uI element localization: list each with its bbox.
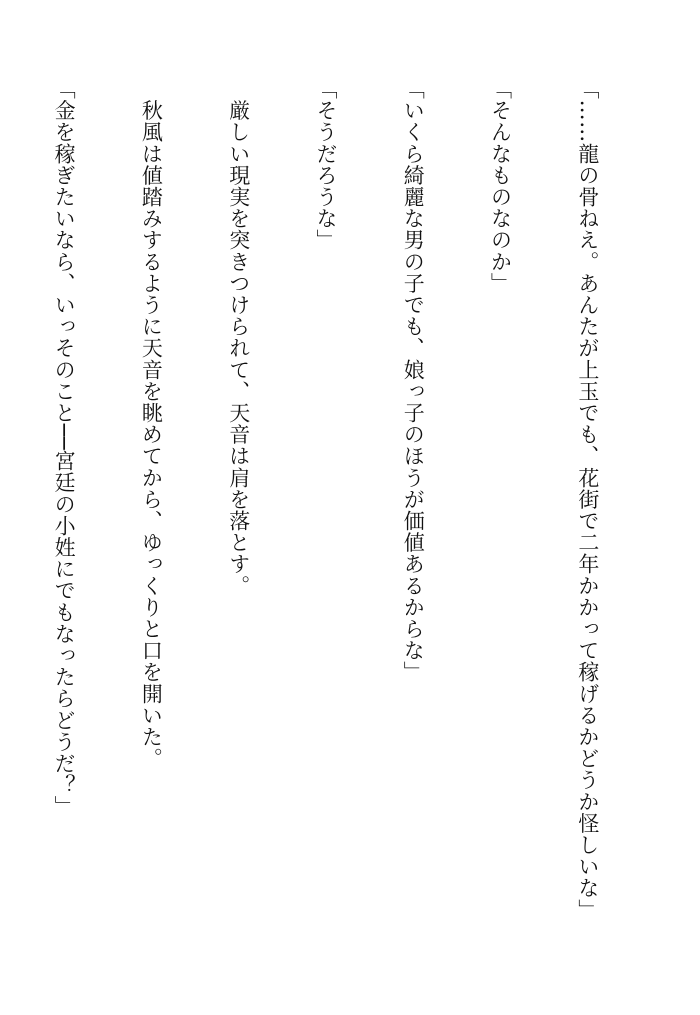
text-line: 「金を稼ぎたいなら、いっそのこと──宮廷の小姓にでもなったらどうだ？」	[52, 78, 77, 818]
text-line: 秋風は値踏みするように天音を眺めてから、ゆっくりと口を開いた。	[139, 78, 164, 770]
vertical-text-body	[0, 78, 660, 978]
text-line: 「そうだろうな」	[313, 78, 338, 251]
text-line: 「いくら綺麗な男の子でも、娘っ子のほうが価値あるからな」	[401, 78, 426, 683]
text-line: 「……龍の骨ねえ。あんたが上玉でも、花街で二年かかって稼げるかどうか怪しいな」	[575, 78, 600, 921]
text-line: 「そんなものなのか」	[488, 78, 513, 294]
text-line: 厳しい現実を突きつけられて、天音は肩を落とす。	[226, 78, 251, 597]
